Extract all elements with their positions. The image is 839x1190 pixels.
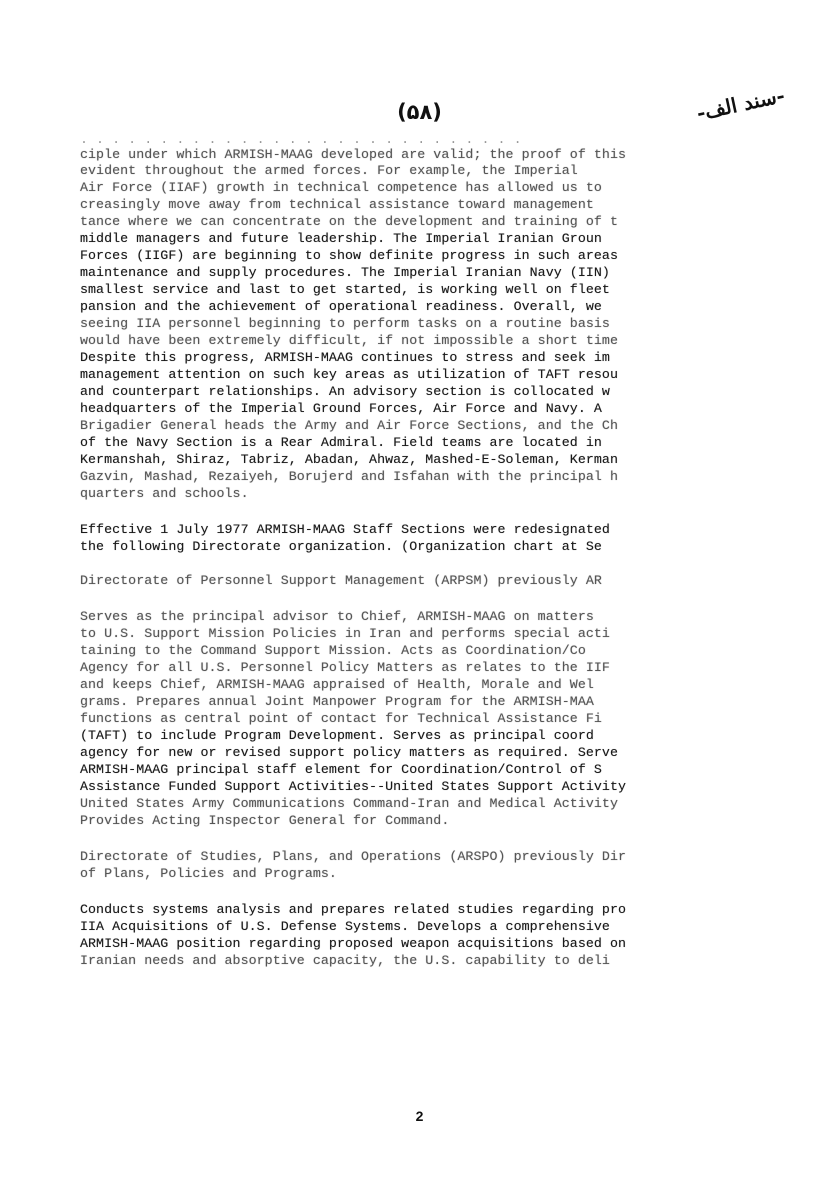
text-line: to U.S. Support Mission Policies in Iran and performs special acti [80,626,610,641]
text-line: Agency for all U.S. Personnel Policy Matters as relates to the IIF [80,660,610,675]
text-line: the following Directorate organization. (Organization chart at Se [80,539,602,554]
text-line: ARMISH-MAAG position regarding proposed weapon acquisitions based on [80,936,627,951]
text-line: management attention on such key areas as utilization of TAFT resou [80,367,618,382]
page-mark: (۵۸) [397,100,442,124]
text-line: agency for new or revised support policy matters as required. Serve [80,745,618,760]
text-line: Provides Acting Inspector General for Command. [80,813,450,828]
text-line: Assistance Funded Support Activities--United States Support Activity [80,779,627,794]
handwritten-note: -سند الف- [694,82,787,126]
text-line: grams. Prepares annual Joint Manpower Program for the ARMISH-MAA [80,694,594,709]
text-line: headquarters of the Imperial Ground Forces, Air Force and Navy. A [80,401,602,416]
text-line: creasingly move away from technical assistance toward management [80,197,594,212]
text-line: quarters and schools. [80,486,249,501]
text-line: and keeps Chief, ARMISH-MAAG appraised of Health, Morale and Wel [80,677,594,692]
text-line: ARMISH-MAAG principal staff element for Coordination/Control of S [80,762,602,777]
text-line: middle managers and future leadership. The Imperial Iranian Groun [80,231,602,246]
text-line: Directorate of Studies, Plans, and Operations (ARSPO) previously Dir [80,849,627,864]
text-line: Directorate of Personnel Support Management (ARPSM) previously AR [80,573,602,588]
text-line: Iranian needs and absorptive capacity, the U.S. capability to deli [80,953,610,968]
text-line: Despite this progress, ARMISH-MAAG continues to stress and seek im [80,350,610,365]
text-line: Brigadier General heads the Army and Air Force Sections, and the Ch [80,418,618,433]
text-line: and counterpart relationships. An advisory section is collocated w [80,384,610,399]
text-line: would have been extremely difficult, if not impossible a short time [80,333,618,348]
text-line: Kermanshah, Shiraz, Tabriz, Abadan, Ahwaz, Mashed-E-Soleman, Kerman [80,452,618,467]
text-line: Forces (IIGF) are beginning to show definite progress in such areas [80,248,618,263]
text-line: . . . . . . . . . . . . . . . . . . . . . . . . . . . . [80,132,522,147]
text-line: smallest service and last to get started, is working well on fleet [80,282,610,297]
text-line: Conducts systems analysis and prepares related studies regarding pro [80,902,627,917]
text-line: Gazvin, Mashad, Rezaiyeh, Borujerd and Isfahan with the principal h [80,469,618,484]
text-line: of the Navy Section is a Rear Admiral. Field teams are located in [80,435,602,450]
text-line: taining to the Command Support Mission. Acts as Coordination/Co [80,643,586,658]
text-line: United States Army Communications Command-Iran and Medical Activity [80,796,618,811]
text-line: pansion and the achievement of operational readiness. Overall, we [80,299,602,314]
text-line: Air Force (IIAF) growth in technical competence has allowed us to [80,180,602,195]
text-line: seeing IIA personnel beginning to perform tasks on a routine basis [80,316,610,331]
text-line: of Plans, Policies and Programs. [80,866,337,881]
text-line: Effective 1 July 1977 ARMISH-MAAG Staff Sections were redesignated [80,522,610,537]
text-line: functions as central point of contact for Technical Assistance Fi [80,711,602,726]
text-line: (TAFT) to include Program Development. Serves as principal coord [80,728,594,743]
text-line: evident throughout the armed forces. For example, the Imperial [80,163,578,178]
text-line: maintenance and supply procedures. The Imperial Iranian Navy (IIN) [80,265,610,280]
text-line: Serves as the principal advisor to Chief, ARMISH-MAAG on matters [80,609,594,624]
text-line: IIA Acquisitions of U.S. Defense Systems. Develops a comprehensive [80,919,610,934]
page-number: 2 [415,1108,424,1124]
text-line: ciple under which ARMISH-MAAG developed are valid; the proof of this [80,147,627,162]
text-line: tance where we can concentrate on the development and training of t [80,214,618,229]
